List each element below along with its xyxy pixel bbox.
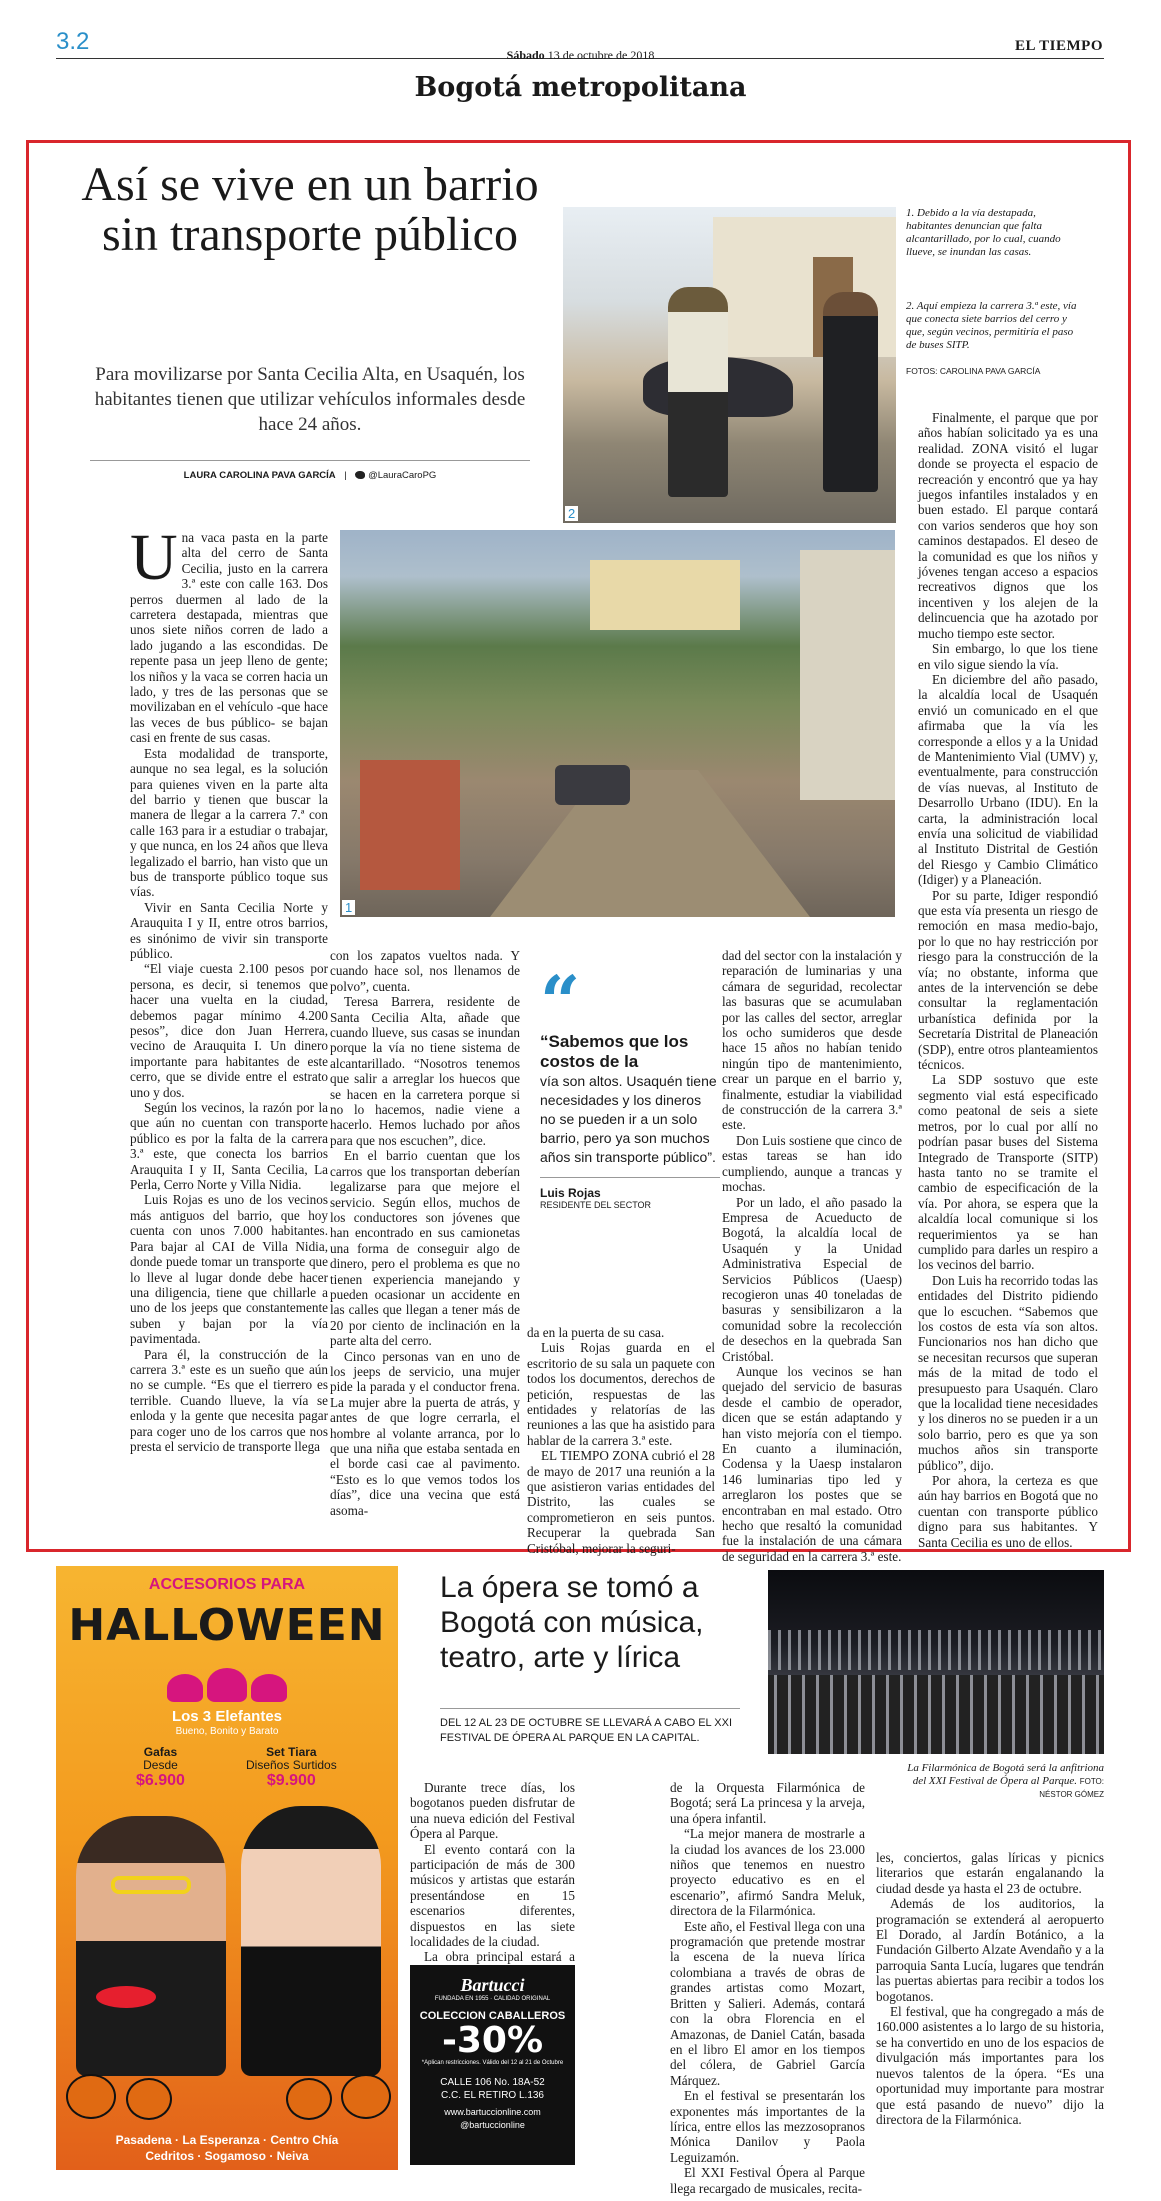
article-dek: Para movilizarse por Santa Cecilia Alta, en Usaquén, los habitantes tienen que utilizar vehículos informales desde hace 24 años. — [94, 364, 526, 435]
opera-column-3 — [876, 1850, 1104, 2127]
paragraph: Por ahora, la certeza es que aún hay barrios en Bogotá que no cuentan con transporte público digno para sus habitantes. Y Santa Cecilia es uno de ellos. — [918, 1473, 1098, 1550]
byline-divider: | — [344, 470, 347, 481]
paragraph: En diciembre del año pasado, la alcaldía local de Usaquén envió un comunicado en el que afirmaba que la vía les corresponde a ellos y a la Unidad de Mantenimiento Vial (UMV) y, eventualmente, para construcción de vías nuevas, al Instituto de Desarrollo Urbano (IDU). En la carta, la administración local envía una solicitud de viabilidad al Instituto Distrital de Gestión del Riesgo y Cambio Climático (Idiger) y a Planeación. — [918, 671, 1098, 888]
paragraph: Sin embargo, lo que los tiene en vilo sigue siendo la vía. — [918, 641, 1098, 672]
orchestra-caption — [900, 1762, 1104, 1801]
ad-headline: HALLOWEEN — [68, 1600, 386, 1651]
heart-glasses-icon — [96, 1986, 156, 2008]
paragraph: En el festival se presentarán los exponentes más importantes de la lírica, entre ellos las mezzosopranos Mónica Danilov y Paola Leguizamón. — [670, 2088, 865, 2165]
opera-title: La ópera se tomó a Bogotá con música, teatro, arte y lírica — [440, 1571, 704, 1674]
item-sub: Desde — [143, 1758, 178, 1772]
orchestra-players — [768, 1675, 1104, 1754]
caption-text: La Filarmónica de Bogotá será la anfitriona del XXI Festival de Ópera al Parque. — [907, 1762, 1104, 1787]
article-column-4 — [722, 948, 902, 1564]
house-left — [360, 760, 460, 890]
paragraph: Finalmente, el parque que por años habían solicitado ya es una realidad. ZONA visitó el lugar donde se proyecta el espacio de recreación y encontró que ya hay juegos infantiles instalados y en buen estado. El parque contará con varios senderos que hoy son caminos destapados. El deseo de la comunidad es que los niños y jóvenes tengan acceso a espacios recreativos dignos que los incentiven y los alejen de la delincuencia que ha azotado por mucho tiempo este sector. — [918, 410, 1098, 641]
model-man — [76, 1816, 226, 2076]
paragraph: Luis Rojas es uno de los vecinos más antiguos del barrio, que hoy cuenta con unos 7.000 habitantes. Para bajar al CAI de Villa Nidia, donde puede tomar un transporte que lo lleve al lugar donde debe hacer una diligencia, tiene que chillarle a uno de los jeeps que constantemente suben y bajan por la vía pavimentada. — [130, 1192, 328, 1347]
paragraph: El evento contará con la participación de más de 300 músicos y artistas que estarán presentándose en 15 escenarios diferentes, dispuestos en las siete localidades de la ciudad. — [410, 1841, 575, 1950]
quote-lead: “Sabemos que los costos de la — [540, 1032, 689, 1071]
byline — [90, 470, 530, 481]
opera-column-1 — [410, 1780, 575, 1980]
bartucci-address — [410, 2076, 575, 2132]
paragraph: EL TIEMPO ZONA cubrió el 28 de mayo de 2017 una reunión a la que asistieron varias entidades del Distrito, las cuales se comprometieron en seis puntos. Recuperar la quebrada San Cristóbal, mejorar la seguri- — [527, 1448, 715, 1556]
paragraph: da en la puerta de su casa. — [527, 1325, 665, 1340]
article-column-5 — [918, 410, 1098, 1550]
paragraph: Aunque los vecinos se han quejado del servicio de basuras desde el cambio de operador, dicen que se están adaptando y han visto mejoría con el tiempo. En cuanto a iluminación, Codensa y la Uaesp instalaron 146 luminarias tipo led y arreglaron los postes que se encontraban en mal estado. Otro hecho que resaltó la comunidad fue la instalación de una cámara de seguridad en la carrera 3.ª este. — [722, 1363, 902, 1564]
author-name: LAURA CAROLINA PAVA GARCÍA — [183, 470, 336, 481]
road — [490, 770, 810, 917]
bartucci-fineprint: *Aplican restricciones. Válido del 12 al 21 de Octubre — [421, 2060, 564, 2066]
paragraph: Cinco personas van en uno de los jeeps de servicio, una mujer pide la parada y el conductor frena. La mujer abre la puerta de atrás, y antes de que logre cerrarla, el hombre al volante arranca, por lo que una niña que estaba sentada en el borde casi cae al pavimento. “Esto es lo que vemos todos los días”, dice una vecina que está asoma- — [330, 1348, 520, 1518]
paragraph: con los zapatos vueltos nada. Y cuando hace sol, nos llenamos de polvo”, cuenta. — [330, 948, 520, 994]
opera-dek: DEL 12 AL 23 DE OCTUBRE SE LLEVARÁ A CABO EL XXI FESTIVAL DE ÓPERA AL PARQUE EN LA CAPITAL. — [440, 1717, 733, 1744]
quote-mark-icon: “ — [540, 960, 581, 1043]
item-price: $6.900 — [136, 1772, 185, 1789]
ad-item-glasses — [136, 1746, 185, 1790]
article-column-3 — [527, 1325, 715, 1556]
header-date-text: 13 de octubre de 2018 — [547, 48, 655, 62]
bartucci-discount: -30% — [441, 2020, 544, 2061]
house-top — [590, 560, 740, 630]
section-title: Bogotá metropolitana — [414, 72, 747, 103]
photo-number-1: 1 — [342, 900, 355, 915]
paragraph: Durante trece días, los bogotanos pueden disfrutar de una nueva edición del Festival Ópera al Parque. — [410, 1780, 575, 1842]
article-column-2 — [330, 948, 520, 1518]
header-day: Sábado — [506, 48, 545, 62]
web-link[interactable]: www.bartuccionline.com — [444, 2107, 541, 2117]
bartucci-ad[interactable] — [410, 1965, 575, 2165]
address-line: C.C. EL RETIRO L.136 — [441, 2090, 544, 2101]
address-line: CALLE 106 No. 18A-52 — [440, 2077, 545, 2088]
paragraph: de la Orquesta Filarmónica de Bogotá; será La princesa y la arveja, una ópera infantil. — [670, 1780, 865, 1826]
byline-rule — [90, 460, 530, 461]
quote-body: vía son altos. Usaquén tiene necesidades y los dineros no se pueden ir a un solo barrio, pero ya son muchos años sin transporte público”. — [540, 1073, 717, 1165]
bartucci-collection: COLECCION CABALLEROS — [419, 2010, 566, 2022]
man-right — [823, 292, 878, 492]
photo-caption-1: 1. Debido a la vía destapada, habitantes denuncian que falta alcantarillado, por lo cual, cuando llueve, se inundan las casas. — [906, 207, 1061, 258]
paragraph: La SDP sostuvo que este segmento vial está especificado como peatonal de seis a siete metros, por lo cual por allí no podrían pasar buses del Sistema Integrado de Transporte (SITP) hasta tanto no se tramite el cambio de especificación de la vía. Por ahora, se espera que la alcaldía local comunique si los requerimientos ya se han cumplido para darles un respiro a los vecinos del barrio. — [918, 1072, 1098, 1273]
article-intro: na vaca pasta en la parte alta del cerro de Santa Cecilia, justo en la carrera 3.ª este con calle 163. Dos perros duermen al lado de la carretera destapada, mientras que unos siete niños corren de lado a lado jugando a las escondidas. De repente pasa un jeep lleno de gente; los niños y la vaca se corren hacia un lado, y tres de las personas que se movilizaban en el vehículo -que hace las veces de bus público- se bajan casi en frente de sus casas. — [130, 530, 328, 746]
paragraph: Esta modalidad de transporte, aunque no sea legal, es la solución para quienes viven en la parte alta del barrio y tienen que buscar la manera de llegar a la carrera 7.ª con calle 163 para ir a estudiar o trabajar, y que nunca, en los 24 años que lleva legalizado el barrio, han visto que un bus de transporte público toque sus vías. — [130, 745, 328, 900]
quote-name: Luis Rojas — [540, 1186, 601, 1200]
paragraph: Don Luis ha recorrido todas las entidades del Distrito pidiendo que lo escuchen. “Sabemos que los costos de esta vía son altos. Funcionarios nos han dicho que se necesitan recursos que superan más de la mitad de todo el presupuesto para Usaquén. Claro que la localidad tiene necesidades y los dineros no se pueden ir a un solo barrio, pero es que ya son muchos años sin transporte público”, dijo. — [918, 1272, 1098, 1473]
paragraph: les, conciertos, galas líricas y picnics literarios que estarán engalanando la ciudad desde ya hasta el 23 de octubre. — [876, 1850, 1104, 1896]
paragraph: dad del sector con la instalación y reparación de luminarias y una cámara de seguridad, recolectar las basuras que se acumulaban por las calles del sector, arreglar los ocho sumideros que desde hace 15 años no habían tenido ningún tipo de mantenimiento, crear un parque en el barrio y, finalmente, estudiar la viabilidad de construcción de la carrera 3.ª este. — [722, 948, 902, 1133]
paragraph: Don Luis sostiene que cinco de estas tareas se han ido cumpliendo, aunque a trancas y mochas. — [722, 1132, 902, 1195]
man-left — [668, 287, 728, 497]
paragraph: En el barrio cuentan que los carros que los transportan deberían legalizarse para que mejore el servicio. Según ellos, muchos de los conductores son jóvenes que han encontrado en sus camionetas una forma de conseguir algo de dinero, pero el problema es que no tienen experiencia manejando y pueden ocasionar un accidente en las calles que llegan a tener más de 20 por ciento de inclinación en la parte alta del cerro. — [330, 1148, 520, 1349]
paragraph: Vivir en Santa Cecilia Norte y Arauquita I y II, entre otros barrios, es sinónimo de vivir sin transporte público. — [130, 899, 328, 961]
glasses-icon — [111, 1876, 191, 1894]
quote-text — [540, 1032, 720, 1167]
paragraph: Para él, la construcción de la carrera 3.ª este es un sueño que aún no se cumple. “Es que el tierrero es terrible. Cuando llueve, la vía se enloda y la gente que necesita pagar para coger uno de los carros que nos presta el servicio de transporte llega — [130, 1346, 328, 1454]
item-sub: Diseños Surtidos — [246, 1758, 337, 1772]
article-title: Así se vive en un barrio sin transporte público — [81, 158, 539, 261]
bartucci-logo: Bartucci — [460, 1975, 525, 1995]
brand-logo: EL TIEMPO — [1015, 38, 1103, 54]
twitter-icon — [355, 471, 365, 479]
quote-rule — [540, 1177, 720, 1178]
photo-dirt-road — [340, 530, 895, 917]
paragraph: El XXI Festival Ópera al Parque llega recargado de musicales, recita- — [670, 2165, 865, 2196]
photo-caption-2: 2. Aquí empieza la carrera 3.ª este, vía que conecta siete barrios del cerro y que, según vecinos, permitiría el paso de buses SITP. — [906, 300, 1077, 351]
stage-lights — [768, 1630, 1104, 1670]
photo-credit: FOTOS: CAROLINA PAVA GARCÍA — [906, 366, 1041, 376]
header-date — [0, 48, 1161, 63]
bartucci-sub: FUNDADA EN 1955 · CALIDAD ORIGINAL — [434, 1996, 551, 2002]
paragraph: Por su parte, Idiger respondió que esta vía presenta un riesgo de remoción en masa medio-bajo, por lo que no hay restricción por riesgo para la construcción de la vía; no obstante, informa que antes de la intervención se debe consultar la reglamentación urbanística definida por la Secretaría Distrital de Planeación (SDP), entre otros planteamientos técnicos. — [918, 887, 1098, 1073]
paragraph: La obra principal estará a — [424, 1949, 575, 1965]
item-name: Set Tiara — [266, 1745, 317, 1759]
model-woman — [241, 1806, 381, 2076]
photo-two-men — [563, 207, 896, 523]
item-name: Gafas — [143, 1745, 178, 1759]
paragraph: Teresa Barrera, residente de Santa Cecilia Alta, añade que cuando llueve, sus casas se inundan porque la vía no tiene sistema de alcantarillado. “Nosotros tenemos que salir a arreglar los huecos que se hacen en la carretera porque si no lo hacemos, nadie viene a hacerlo. Hemos luchado por años para que nos escuchen”, dice. — [330, 994, 520, 1148]
ad-kicker: ACCESORIOS PARA — [148, 1576, 306, 1593]
paragraph: Por un lado, el año pasado la Empresa de Acueducto de Bogotá, la alcaldía local de Usaquén y la Unidad Administrativa Especial de Servicios Públicos (Uaesp) recogieron unas 40 toneladas de basuras y sensibilizaron a la comunidad sobre la recolección de desechos en la quebrada San Cristóbal. — [722, 1194, 902, 1364]
paragraph: Según los vecinos, la razón por la que aún no cuentan con transporte público es por la falta de la carrera 3.ª este, que conecta los barrios Arauquita I y II, Santa Cecilia, La Perla, Cerro Norte y Villa Nidia. — [130, 1100, 328, 1193]
article-column-1 — [130, 521, 328, 1454]
pumpkins-icon — [56, 2066, 398, 2126]
item-price: $9.900 — [266, 1772, 316, 1789]
ad-tagline: Bueno, Bonito y Barato — [175, 1726, 279, 1737]
quote-role: RESIDENTE DEL SECTOR — [540, 1200, 652, 1210]
ad-item-tiara — [246, 1746, 337, 1790]
stores-line: Cedritos · Sogamoso · Neiva — [145, 2149, 309, 2163]
ad-stores — [56, 2132, 398, 2164]
pull-quote — [540, 960, 720, 1210]
paragraph: “El viaje cuesta 2.100 pesos por persona, es decir, si tenemos que hacer una vuelta en la ciudad, debemos pagar mínimo 4.200 pesos”, dice don Juan Herrera, vecino de Arauquita I. Un dinero importante para habitantes de este cerro, que se divide entre el estrato uno y dos. — [130, 961, 328, 1100]
drop-cap: U — [130, 521, 178, 594]
paragraph: Además de los auditorios, la programación se extenderá al aeropuerto El Dorado, al Jardín Botánico, a la Fundación Gilberto Alzate Avendaño y a la parroquia Santa Lucía, lugares que tendrán las puertas abiertas para recibir a todos los bogotanos. — [876, 1896, 1104, 2004]
paragraph: El festival, que ha congregado a más de 160.000 asistentes a lo largo de su historia, se ha convertido en uno de los espacios de divulgación más importantes para los nuevos talentos de la ópera. “Es una oportunidad muy importante para mostrar que está pasando de nuevo” dijo la directora de la Filarmónica. — [876, 2004, 1104, 2127]
photo-number-2: 2 — [565, 506, 578, 521]
author-handle: @LauraCaroPG — [368, 470, 437, 481]
halloween-ad[interactable] — [56, 1566, 398, 2170]
paragraph: “La mejor manera de mostrarle a la ciudad los avances de los 23.000 niños que tenemos en nuestro proyecto educativo es en el escenario”, afirmó Sandra Meluk, directora de la Filarmónica. — [670, 1826, 865, 1919]
elephants-logo-icon — [167, 1666, 287, 1706]
paragraph: Este año, el Festival llega con una programación que pretende mostrar la escena de la nueva lírica colombiana a través de obras de grandes artistas como Mozart, Britten y Salieri. Además, contará con la obra Florencia en el Amazonas, de Daniel Catán, basada en el libro El amor en los tiempos del cólera, de Gabriel García Márquez. — [670, 1918, 865, 2088]
opera-dek-rule — [440, 1708, 740, 1709]
caption-credit: FOTO: NÉSTOR GÓMEZ — [1039, 1777, 1104, 1799]
paragraph: Luis Rojas guarda en el escritorio de su sala un paquete con todos los documentos, derechos de petición, respuestas de las entidades y relatorías de las reuniones a las que ha asistido para hablar de la carrera 3.ª este. — [527, 1340, 715, 1448]
parked-truck — [555, 765, 630, 805]
social-handle: @bartuccionline — [460, 2120, 525, 2130]
page-number: 3.2 — [56, 28, 90, 55]
orchestra-photo — [768, 1570, 1104, 1754]
stores-line: Pasadena · La Esperanza · Centro Chía — [115, 2133, 339, 2147]
ad-brand: Los 3 Elefantes — [171, 1708, 283, 1725]
house-right — [800, 550, 895, 800]
opera-column-2 — [670, 1780, 865, 2196]
